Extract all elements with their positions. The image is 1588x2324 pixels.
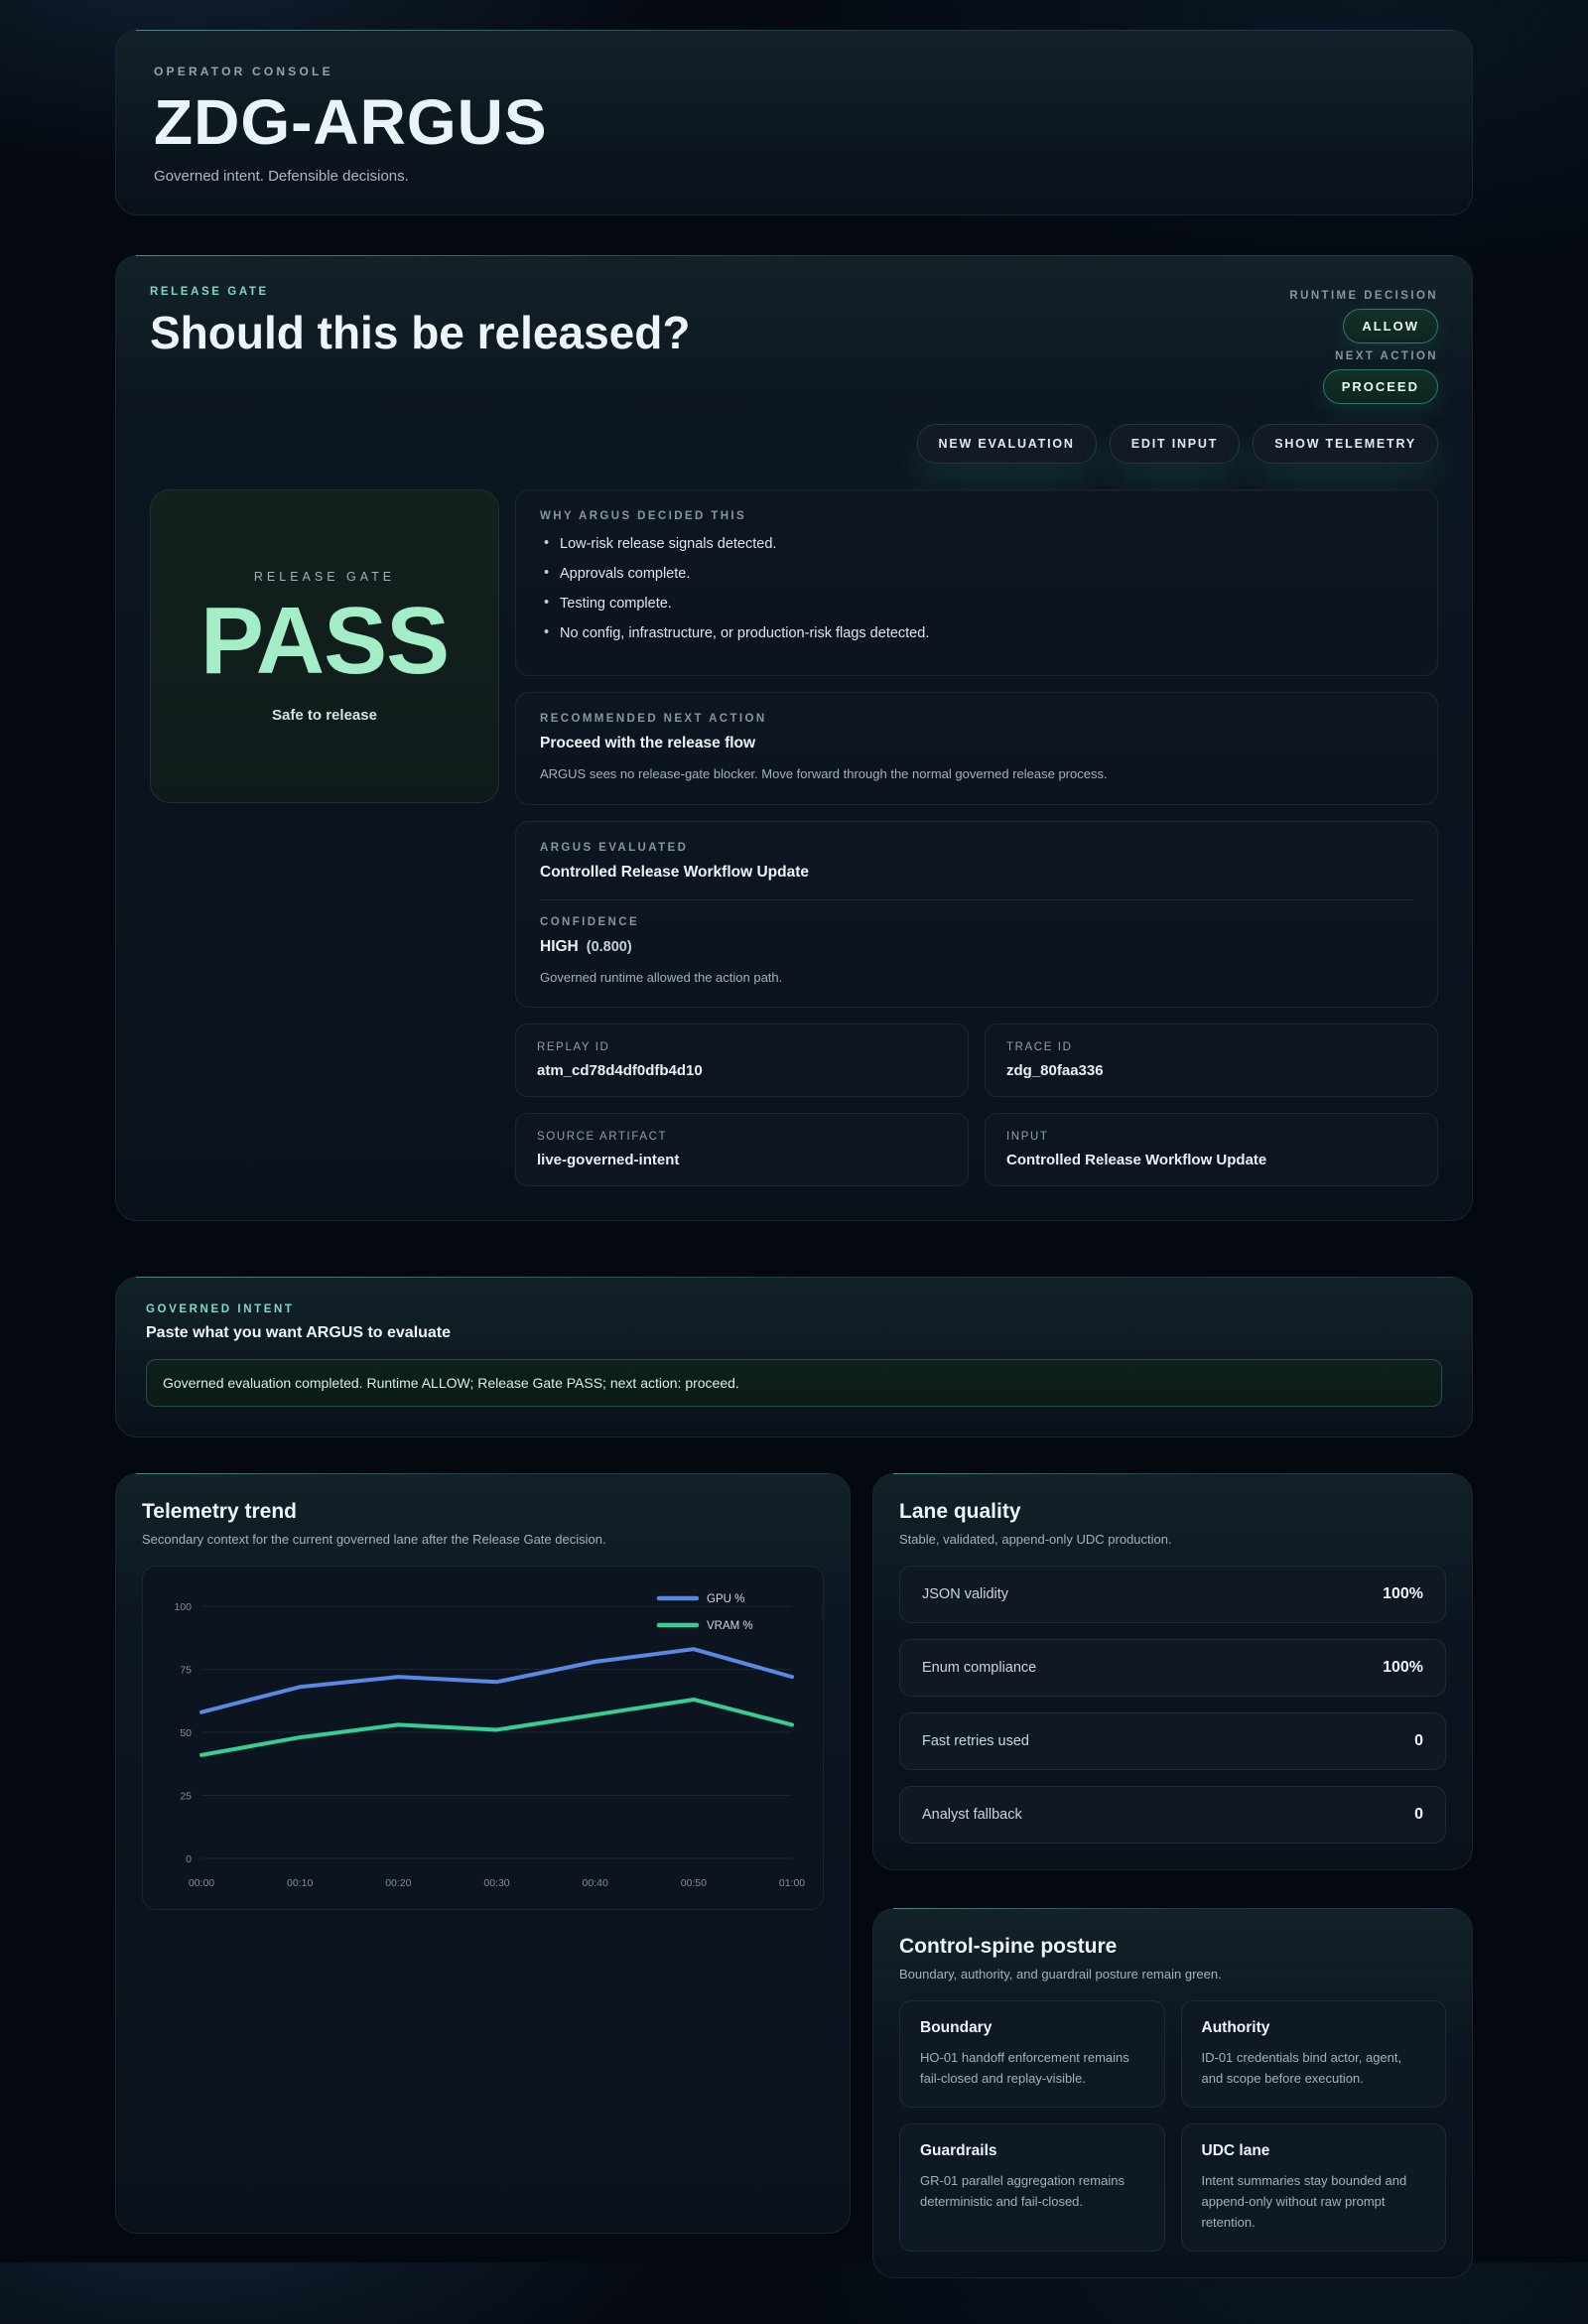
input-value: Controlled Release Workflow Update xyxy=(1006,1152,1267,1168)
bottom-row xyxy=(115,1473,1473,2324)
verdict-status: PASS xyxy=(199,587,450,694)
stat-row-json-validity xyxy=(899,1566,1446,1623)
udc-lane-card xyxy=(1181,2123,1447,2252)
confidence-note: Governed runtime allowed the action path. xyxy=(540,969,783,985)
recommended-body: ARGUS sees no release-gate blocker. Move forward through the normal governed release process. xyxy=(540,766,1108,781)
evaluated-section xyxy=(515,821,1438,1009)
right-column xyxy=(872,1473,1473,2278)
app-title: ZDG-ARGUS xyxy=(154,86,548,158)
svg-text:25: 25 xyxy=(180,1790,192,1803)
telemetry-subtitle: Secondary context for the current governed lane after the Release Gate decision. xyxy=(142,1532,606,1547)
release-gate-details xyxy=(515,489,1438,1186)
recommended-title: Proceed with the release flow xyxy=(540,735,756,752)
release-gate-title-block xyxy=(150,286,690,358)
svg-text:75: 75 xyxy=(180,1664,192,1677)
stat-row-enum-compliance xyxy=(899,1639,1446,1697)
stat-row-analyst-fallback xyxy=(899,1786,1446,1844)
trace-id-label: TRACE ID xyxy=(1006,1041,1073,1053)
why-bullet: • No config, infrastructure, or production-risk flags detected. xyxy=(540,625,1413,641)
meta-grid xyxy=(515,1024,1438,1186)
action-buttons-row xyxy=(150,424,1438,464)
spine-card-body: ID-01 credentials bind actor, agent, and scope before execution. xyxy=(1201,2050,1402,2087)
why-bullet-list xyxy=(540,536,1413,641)
stat-value: 100% xyxy=(1383,1585,1423,1602)
spine-card-title: Boundary xyxy=(920,2019,992,2036)
spine-card-body: HO-01 handoff enforcement remains fail-closed and replay-visible. xyxy=(920,2050,1129,2087)
lane-quality-title: Lane quality xyxy=(899,1500,1021,1523)
evaluated-divider xyxy=(540,899,1413,900)
stat-label: JSON validity xyxy=(922,1586,1009,1602)
svg-text:00:20: 00:20 xyxy=(385,1877,412,1889)
stat-value: 100% xyxy=(1383,1659,1423,1676)
guardrails-card xyxy=(899,2123,1165,2252)
telemetry-title: Telemetry trend xyxy=(142,1500,297,1523)
release-gate-question: Should this be released? xyxy=(150,307,691,358)
stat-row-fast-retries xyxy=(899,1712,1446,1770)
control-spine-title: Control-spine posture xyxy=(899,1935,1118,1958)
svg-text:01:00: 01:00 xyxy=(778,1877,806,1889)
verdict-kicker: RELEASE GATE xyxy=(253,569,396,584)
next-action-label: NEXT ACTION xyxy=(1335,350,1438,362)
why-bullet: • Testing complete. xyxy=(540,596,1413,612)
show-telemetry-button[interactable]: SHOW TELEMETRY xyxy=(1253,424,1438,464)
evaluated-label: ARGUS EVALUATED xyxy=(540,841,689,854)
runtime-decision-label: RUNTIME DECISION xyxy=(1289,290,1438,302)
lane-quality-subtitle: Stable, validated, append-only UDC production. xyxy=(899,1532,1172,1547)
svg-text:00:50: 00:50 xyxy=(680,1877,707,1889)
svg-text:50: 50 xyxy=(180,1727,192,1739)
page xyxy=(115,0,1473,2324)
control-spine-grid xyxy=(899,2000,1446,2252)
lane-quality-stats xyxy=(899,1566,1446,1844)
source-artifact-card xyxy=(515,1113,969,1186)
recommended-label: RECOMMENDED NEXT ACTION xyxy=(540,713,767,725)
governed-intent-input[interactable] xyxy=(146,1359,1442,1407)
spine-card-title: Authority xyxy=(1201,2019,1270,2036)
spine-card-body: Intent summaries stay bounded and append-only without raw prompt retention. xyxy=(1201,2173,1407,2231)
telemetry-chart-svg xyxy=(151,1578,815,1898)
release-gate-header xyxy=(150,286,1438,404)
replay-id-value: atm_cd78d4df0dfb4d10 xyxy=(537,1062,703,1079)
svg-text:VRAM %: VRAM % xyxy=(707,1620,753,1632)
input-label: INPUT xyxy=(1006,1131,1049,1143)
verdict-card xyxy=(150,489,499,803)
why-label: WHY ARGUS DECIDED THIS xyxy=(540,510,747,522)
spine-card-title: UDC lane xyxy=(1201,2142,1270,2160)
recommended-section xyxy=(515,692,1438,805)
svg-text:00:30: 00:30 xyxy=(483,1877,510,1889)
input-card xyxy=(985,1113,1438,1186)
app-subtitle: Governed intent. Defensible decisions. xyxy=(154,168,409,185)
replay-id-label: REPLAY ID xyxy=(537,1041,610,1053)
next-action-badge: PROCEED xyxy=(1323,369,1438,404)
authority-card xyxy=(1181,2000,1447,2108)
svg-text:00:40: 00:40 xyxy=(582,1877,608,1889)
svg-text:GPU %: GPU % xyxy=(707,1593,745,1605)
release-gate-kicker: RELEASE GATE xyxy=(150,286,269,298)
replay-id-card xyxy=(515,1024,969,1097)
confidence-score: (0.800) xyxy=(586,938,632,955)
source-artifact-label: SOURCE ARTIFACT xyxy=(537,1131,668,1143)
confidence-value xyxy=(540,938,1413,956)
stat-label: Analyst fallback xyxy=(922,1807,1022,1823)
release-gate-panel xyxy=(115,255,1473,1221)
header-kicker: OPERATOR CONSOLE xyxy=(154,65,333,78)
source-artifact-value: live-governed-intent xyxy=(537,1152,680,1168)
governed-intent-panel xyxy=(115,1277,1473,1437)
svg-text:00:10: 00:10 xyxy=(287,1877,314,1889)
lane-quality-panel xyxy=(872,1473,1473,1870)
governed-intent-kicker: GOVERNED INTENT xyxy=(146,1303,295,1315)
decision-stack xyxy=(1289,286,1438,404)
evaluated-title: Controlled Release Workflow Update xyxy=(540,863,810,881)
svg-text:100: 100 xyxy=(174,1601,192,1613)
control-spine-panel xyxy=(872,1908,1473,2278)
control-spine-subtitle: Boundary, authority, and guardrail posture remain green. xyxy=(899,1967,1222,1982)
verdict-caption: Safe to release xyxy=(272,706,377,724)
trace-id-card xyxy=(985,1024,1438,1097)
edit-input-button[interactable]: EDIT INPUT xyxy=(1110,424,1240,464)
trace-id-value: zdg_80faa336 xyxy=(1006,1062,1104,1079)
confidence-label: CONFIDENCE xyxy=(540,915,640,928)
boundary-card xyxy=(899,2000,1165,2108)
runtime-decision-badge: ALLOW xyxy=(1343,309,1438,343)
svg-text:0: 0 xyxy=(186,1853,192,1865)
new-evaluation-button[interactable]: NEW EVALUATION xyxy=(917,424,1097,464)
confidence-level: HIGH xyxy=(540,937,579,955)
stat-label: Fast retries used xyxy=(922,1733,1029,1749)
operator-console-header xyxy=(115,30,1473,215)
spine-card-title: Guardrails xyxy=(920,2142,997,2160)
telemetry-panel xyxy=(115,1473,851,2234)
stat-label: Enum compliance xyxy=(922,1660,1037,1676)
why-bullet: • Low-risk release signals detected. xyxy=(540,536,1413,552)
stat-value: 0 xyxy=(1414,1732,1423,1749)
why-section xyxy=(515,489,1438,676)
spine-card-body: GR-01 parallel aggregation remains deterministic and fail-closed. xyxy=(920,2173,1125,2210)
why-bullet: • Approvals complete. xyxy=(540,566,1413,582)
release-gate-body xyxy=(150,489,1438,1186)
governed-intent-title: Paste what you want ARGUS to evaluate xyxy=(146,1324,452,1341)
svg-text:00:00: 00:00 xyxy=(188,1877,215,1889)
stat-value: 0 xyxy=(1414,1806,1423,1823)
telemetry-chart-card xyxy=(142,1566,824,1910)
